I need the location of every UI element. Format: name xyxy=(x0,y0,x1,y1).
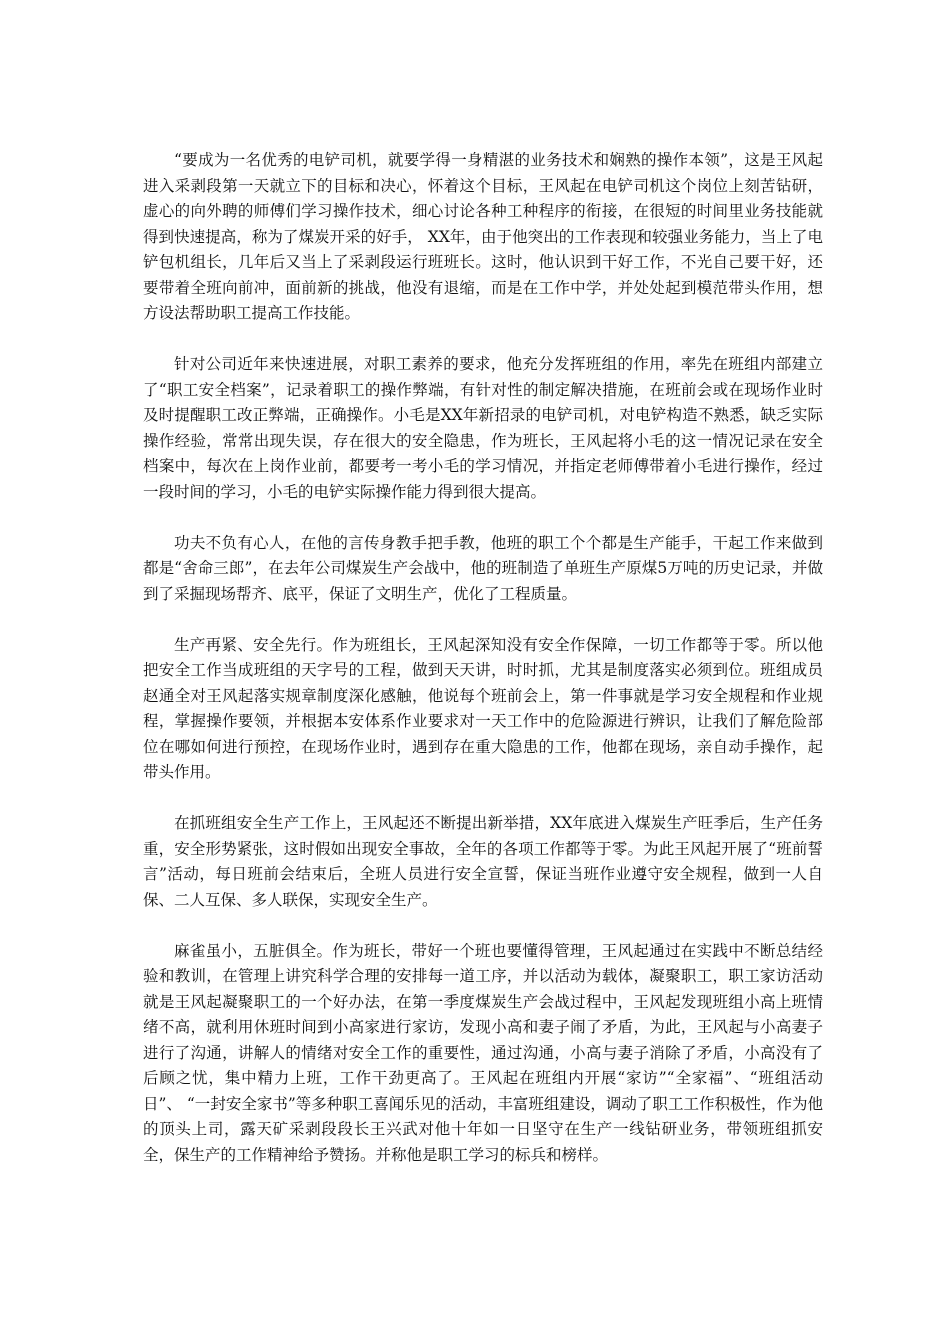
paragraph-2: 针对公司近年来快速进展，对职工素养的要求，他充分发挥班组的作用，率先在班组内部建立了“职工安全档案”，记录着职工的操作弊端，有针对性的制定解决措施，在班前会或在现场作业时及时提醒职工改正弊端，正确操作。小毛是XX年新招录的电铲司机，对电铲构造不熟悉，缺乏实际操作经验，常常出现失误，存在很大的安全隐患，作为班长，王风起将小毛的这一情况记录在安全档案中，每次在上岗作业前，都要考一考小毛的学习情况，并指定老师傅带着小毛进行操作，经过一段时间的学习，小毛的电铲实际操作能力得到很大提高。 xyxy=(143,355,823,501)
paragraph-5: 在抓班组安全生产工作上，王风起还不断提出新举措，XX年底进入煤炭生产旺季后，生产任务重，安全形势紧张，这时假如出现安全事故，全年的各项工作都等于零。为此王风起开展了“班前誓言”活动，每日班前会结束后，全班人员进行安全宣誓，保证当班作业遵守安全规程，做到一人自保、二人互保、多人联保，实现安全生产。 xyxy=(143,814,823,909)
paragraph-4: 生产再紧、安全先行。作为班组长，王风起深知没有安全作保障，一切工作都等于零。所以他把安全工作当成班组的天字号的工程，做到天天讲，时时抓，尤其是制度落实必须到位。班组成员赵通全对王风起落实规章制度深化感触，他说每个班前会上，第一件事就是学习安全规程和作业规程，掌握操作要领，并根据本安体系作业要求对一天工作中的危险源进行辨识，让我们了解危险部位在哪如何进行预控，在现场作业时，遇到存在重大隐患的工作，他都在现场，亲自动手操作，起带头作用。 xyxy=(143,635,823,781)
document-body xyxy=(143,148,823,1194)
paragraph-3: 功夫不负有心人，在他的言传身教手把手教，他班的职工个个都是生产能手，干起工作来做到都是“舍命三郎”，在去年公司煤炭生产会战中，他的班制造了单班生产原煤5万吨的历史记录，并做到了采掘现场帮齐、底平，保证了文明生产，优化了工程质量。 xyxy=(143,533,823,603)
paragraph-6: 麻雀虽小，五脏俱全。作为班长，带好一个班也要懂得管理，王风起通过在实践中不断总结经验和教训，在管理上讲究科学合理的安排每一道工序，并以活动为载体，凝聚职工，职工家访活动就是王风起凝聚职工的一个好办法，在第一季度煤炭生产会战过程中，王风起发现班组小高上班情绪不高，就利用休班时间到小高家进行家访，发现小高和妻子闹了矛盾，为此，王风起与小高妻子进行了沟通，讲解人的情绪对安全工作的重要性，通过沟通，小高与妻子消除了矛盾，小高没有了后顾之忧，集中精力上班，工作干劲更高了。王风起在班组内开展“家访”“全家福”、“班组活动日”、 “一封安全家书”等多种职工喜闻乐见的活动，丰富班组建设，调动了职工工作积极性，作为他的顶头上司，露天矿采剥段段长王兴武对他十年如一日坚守在生产一线钻研业务，带领班组抓安全，保生产的工作精神给予赞扬。并称他是职工学习的标兵和榜样。 xyxy=(143,941,823,1164)
paragraph-1: “要成为一名优秀的电铲司机，就要学得一身精湛的业务技术和娴熟的操作本领”，这是王风起进入采剥段第一天就立下的目标和决心，怀着这个目标，王风起在电铲司机这个岗位上刻苦钻研，虚心的向外聘的师傅们学习操作技术，细心讨论各种工种程序的衔接，在很短的时间里业务技能就得到快速提高，称为了煤炭开采的好手， XX年，由于他突出的工作表现和较强业务能力，当上了电铲包机组长，几年后又当上了采剥段运行班班长。这时，他认识到干好工作，不光自己要干好，还要带着全班向前冲，面前新的挑战，他没有退缩，而是在工作中学，并处处起到模范带头作用，想方设法帮助职工提高工作技能。 xyxy=(143,151,823,322)
